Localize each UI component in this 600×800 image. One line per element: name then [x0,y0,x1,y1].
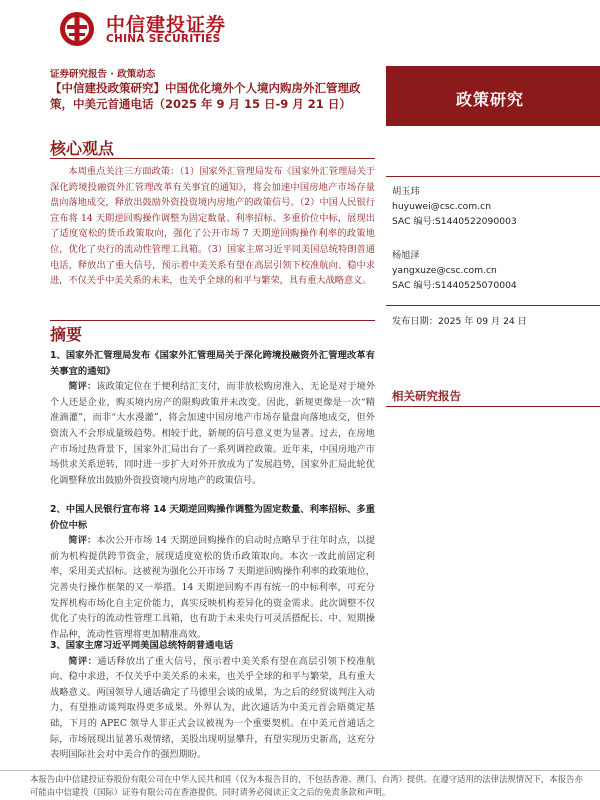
divider [50,320,375,321]
footer-disclaimer: 本报告由中信建投证券股份有限公司在中华人民共和国（仅为本报告目的，不包括香港、澳门、台湾）提供。在遵守适用的法律法规情况下，本报告亦可能由中信建投（国际）证券有限公司在香港提供。同时请务必阅读正文之后的免责条款和声明。 [30,774,583,797]
logo-emblem-icon [58,10,96,48]
company-logo [58,8,227,50]
commentary-label: 简评： [68,381,97,393]
analyst-card [392,248,517,293]
analyst-email[interactable]: yangxuze@csc.com.cn [392,265,497,276]
abstract-item [50,348,375,488]
publish-date-value: 2025 年 09 月 24 日 [437,316,527,327]
core-viewpoints-title: 核心观点 [50,139,115,158]
analyst-sac: SAC 编号:S1440522090003 [392,216,517,227]
divider [386,305,600,306]
section-banner [386,66,600,126]
item-commentary [50,379,375,488]
abstract-title: 摘要 [50,325,83,344]
footer-divider [0,770,600,771]
analyst-name: 胡玉玮 [392,186,420,197]
abstract-item [50,502,375,642]
commentary-text: 通话释放出了重大信号，预示着中美关系有望在高层引领下校准航向、稳中求进，不仅关乎中美关系的未来，也关乎全球的和平与繁荣，具有重大战略意义。两国领导人通话确定了马德里会谈的成果，为之后的经贸谈判注入动力，有望推动谈判取得更多成果。外界认为，此次通话为中美元首会晤奠定基础，下月的 APEC 领导人非正式会议被视为一个重要契机。在中美元首通话之际，市场展现出显著乐观情绪，美股出现明显攀升，有望实现历史新高，这充分表明国际社会对中美合作的强烈期盼。 [50,655,376,761]
item-heading: 2、中国人民银行宣布将 14 天期逆回购操作调整为固定数量、利率招标、多重价位中标 [50,504,375,531]
abstract-item [50,638,375,763]
divider [386,176,600,177]
commentary-text: 该政策定位在于便利结汇支付，而非放松购房准入，无论是对于境外个人还是企业，购买境内房产的限购政策并未改变。因此，新规更像是一次“精准滴灌”，而非“大水漫灌”，将会加速中国房地产市场存量盘向落地成交，但外资流入不会形成量级趋势。相较于此，新规的信号意义更为显著。过去，在房地产市场过热背景下，国家外汇局出台了一系列调控政策。近年来，中国房地产市场供求关系逆转，同时进一步扩大对外开放成为了发展趋势，国家外汇局此轮优化调整释放出鼓励外资投资境内房地产的政策信号。 [50,381,376,486]
item-commentary [50,533,375,642]
item-heading: 3、国家主席习近平同美国总统特朗普通电话 [50,640,234,651]
analyst-sac: SAC 编号:S1440525070004 [392,280,517,291]
analyst-email[interactable]: huyuwei@csc.com.cn [392,201,492,212]
report-category: 证券研究报告 · 政策动态 [50,69,156,80]
commentary-text: 本次公开市场 14 天期逆回购操作的启动时点略早于往年时点，以提前为机构提供跨节资金，展现适度宽松的货币政策取向。本次一改此前固定利率，采用美式招标。这被视为强化公开市场 7 天期逆回购操作利率的政策地位，完善央行操作框架的又一举措。14 天期逆回购不再有统一的中标利率，可充分发挥机构市场化自主定价能力，真实反映机构差异化的资金需求。此次调整不仅优化了央行的流动性管理工具箱，也有助于未来央行可灵活搭配长、中、短期操作品种，流动性管理将更加精准高效。 [50,535,376,640]
divider [386,406,600,407]
item-commentary [50,654,375,763]
logo-text-zh: 中信建投证券 [106,14,227,36]
publish-date [392,314,527,329]
commentary-label: 简评： [68,535,97,547]
publish-date-label: 发布日期： [392,316,438,327]
commentary-label: 简评： [68,655,98,667]
analyst-card [392,184,517,229]
banner-label: 政策研究 [456,90,525,109]
core-viewpoints-text: 本周重点关注三方面政策：（1）国家外汇管理局发布《国家外汇管理局关于深化跨境投融资外汇管理改革有关事宜的通知》，将会加速中国房地产市场存量盘向落地成交，释放出鼓励外资投资境内房地产的政策信号。（2）中国人民银行宣布将 14 天期逆回购操作调整为固定数量、利率招标、多重价位中标，展现出了适度宽松的货币政策取向，强化了公开市场 7 天期逆回购操作利率的政策地位，优化了央行的流动性管理工具箱。（3）国家主席习近平同美国总统特朗普通电话，释放出了重大信号，预示着中美关系有望在高层引领下校准航向、稳中求进，不仅关乎中美关系的未来，也关乎全球的和平与繁荣，具有重大战略意义。 [50,166,375,287]
divider [50,158,375,159]
analyst-name: 杨旭泽 [392,250,420,261]
related-reports-title: 相关研究报告 [392,389,461,403]
logo-text-en: CHINA SECURITIES [106,33,221,45]
item-heading: 1、国家外汇管理局发布《国家外汇管理局关于深化跨境投融资外汇管理改革有关事宜的通知》 [50,350,375,377]
report-title: 【中信建投政策研究】中国优化境外个人境内购房外汇管理政策，中美元首通电话（2025 年 9 月 15 日-9 月 21 日） [50,81,361,111]
